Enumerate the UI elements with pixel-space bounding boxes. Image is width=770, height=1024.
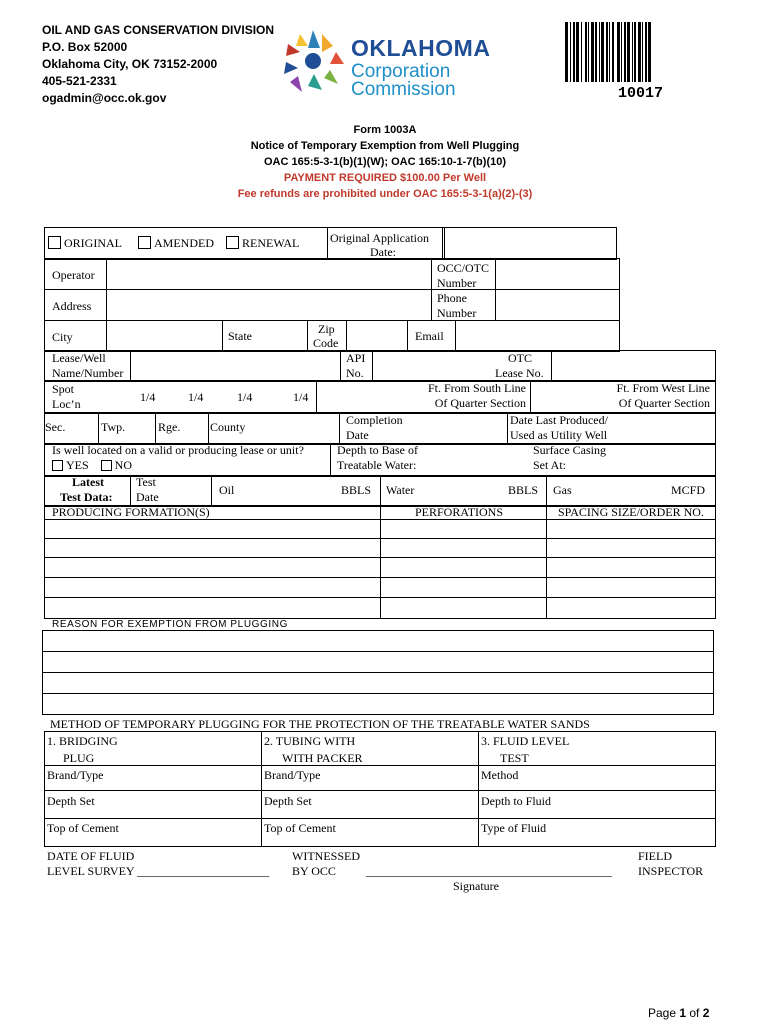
zip-input[interactable] (347, 321, 406, 350)
water-input[interactable] (420, 476, 506, 505)
quarter-label-3: 1/4 (237, 390, 253, 404)
witnessed-label-1: WITNESSED (292, 849, 360, 863)
tubing-depth-label: Depth Set (264, 794, 312, 808)
bridging-plug-label-2: PLUG (63, 751, 95, 765)
date-fluid-label-2[interactable]: LEVEL SURVEY ______________________ (47, 864, 270, 878)
surface-casing-label-1: Surface Casing (533, 443, 606, 457)
fee-refund-notice: Fee refunds are prohibited under OAC 165:5-3-1(a)(2)-(3) (237, 188, 533, 200)
signature-line[interactable]: _________________________________________ (366, 864, 612, 878)
org-po-box: P.O. Box 52000 (42, 40, 128, 54)
bridging-cement-label: Top of Cement (47, 821, 119, 835)
occ-logo-star-icon (278, 26, 348, 96)
yes-label: YES (66, 458, 89, 472)
zip-label-1: Zip (318, 322, 335, 336)
phone-number-input[interactable] (496, 290, 617, 320)
water-label: Water (386, 483, 415, 497)
test-date-label-2: Date (136, 490, 159, 504)
spacing-header: SPACING SIZE/ORDER NO. (558, 505, 704, 519)
state-label: State (228, 329, 252, 343)
bridging-plug-label-1: 1. BRIDGING (47, 734, 118, 748)
type-of-fluid-label: Type of Fluid (481, 821, 547, 835)
west-line-label-2: Of Quarter Section (618, 396, 710, 410)
depth-base-label-2: Treatable Water: (337, 458, 417, 472)
ft-from-south-input[interactable] (317, 381, 417, 412)
latest-label-2: Test Data: (60, 490, 113, 504)
reason-label: REASON FOR EXEMPTION FROM PLUGGING (52, 619, 288, 630)
bridging-brand-label: Brand/Type (47, 768, 104, 782)
page-prefix: Page (648, 1006, 680, 1020)
sec-input[interactable] (70, 413, 97, 443)
county-label: County (210, 420, 246, 434)
org-email: ogadmin@occ.ok.gov (42, 91, 167, 105)
original-checkbox-group[interactable] (48, 236, 122, 250)
quarter-label-2: 1/4 (188, 390, 204, 404)
bridging-depth-label: Depth Set (47, 794, 95, 808)
form-title-block (0, 122, 770, 202)
tubing-brand-label: Brand/Type (264, 768, 321, 782)
lease-name-input[interactable] (131, 351, 339, 380)
phone-label-2: Number (437, 306, 477, 320)
method-title: METHOD OF TEMPORARY PLUGGING FOR THE PROTECTION OF THE TREATABLE WATER SANDS (50, 717, 590, 731)
depth-base-label-1: Depth to Base of (337, 443, 418, 457)
page-of: of (686, 1006, 703, 1020)
api-label-2: No. (346, 366, 364, 380)
last-produced-label-1: Date Last Produced/ (510, 413, 608, 427)
oil-bbls-label: BBLS (341, 483, 372, 497)
original-checkbox[interactable] (48, 236, 61, 249)
completion-label-1: Completion (346, 413, 403, 427)
field-inspector-label-2: INSPECTOR (638, 864, 704, 878)
occ-otc-label-1: OCC/OTC (437, 261, 490, 275)
org-city: Oklahoma City, OK 73152-2000 (42, 57, 218, 71)
renewal-label: RENEWAL (242, 236, 300, 250)
logo-commission: Commission (351, 79, 456, 100)
occ-otc-label-2: Number (437, 276, 477, 290)
state-input[interactable] (256, 321, 306, 350)
spot-label-1: Spot (52, 382, 75, 396)
completion-date-input[interactable] (410, 413, 506, 443)
barcode-number: 10017 (618, 85, 664, 102)
latest-label-1: Latest (72, 475, 104, 489)
amended-label: AMENDED (154, 236, 214, 250)
quarter-label-4: 1/4 (293, 390, 309, 404)
operator-label: Operator (52, 268, 95, 282)
occ-otc-number-input[interactable] (496, 259, 617, 289)
test-date-input[interactable] (160, 476, 210, 505)
signature-label: Signature (453, 879, 499, 893)
notice-title: Notice of Temporary Exemption from Well Plugging (250, 140, 520, 152)
quarter-label-1: 1/4 (140, 390, 156, 404)
yes-no-group (52, 458, 132, 472)
oil-label: Oil (219, 483, 235, 497)
last-produced-input[interactable] (644, 413, 713, 443)
renewal-checkbox[interactable] (226, 236, 239, 249)
form-number: Form 1003A (353, 124, 417, 136)
ft-from-west-input[interactable] (531, 381, 599, 412)
rge-label: Rge. (158, 420, 181, 434)
tubing-label-2: WITH PACKER (282, 751, 363, 765)
spot-label-2: Loc’n (52, 397, 81, 411)
page-current: 1 (679, 1006, 687, 1020)
api-label-1: API (346, 351, 366, 365)
fluid-method-label: Method (481, 768, 519, 782)
operator-input[interactable] (107, 259, 430, 289)
page-number (648, 1006, 709, 1020)
last-produced-label-2: Used as Utility Well (510, 428, 608, 442)
depth-to-fluid-label: Depth to Fluid (481, 794, 552, 808)
address-label: Address (52, 299, 92, 313)
fluid-level-label-2: TEST (500, 751, 529, 765)
south-line-label-2: Of Quarter Section (434, 396, 526, 410)
witnessed-label-2: BY OCC (292, 864, 336, 878)
email-input[interactable] (456, 321, 617, 350)
rge-input[interactable] (184, 413, 207, 443)
original-app-label: Original Application (330, 231, 429, 245)
twp-label: Twp. (101, 420, 126, 434)
fluid-level-label-1: 3. FLUID LEVEL (481, 734, 570, 748)
producing-formation-header: PRODUCING FORMATION(S) (52, 505, 210, 519)
surface-casing-input[interactable] (620, 444, 713, 475)
depth-base-input[interactable] (425, 444, 525, 475)
west-line-label-1: Ft. From West Line (616, 381, 710, 395)
phone-label-1: Phone (437, 291, 467, 305)
surface-casing-label-2: Set At: (533, 458, 567, 472)
zip-label-2: Code (313, 336, 339, 350)
no-label: NO (114, 458, 133, 472)
oil-input[interactable] (240, 476, 336, 505)
barcode (565, 22, 665, 82)
tubing-label-1: 2. TUBING WITH (264, 734, 356, 748)
city-label: City (52, 330, 73, 344)
logo-corporation: Corporation (351, 61, 451, 82)
logo-oklahoma: OKLAHOMA (351, 35, 491, 61)
gas-label: Gas (553, 483, 572, 497)
south-line-label-1: Ft. From South Line (427, 381, 526, 395)
lease-label-1: Lease/Well (52, 351, 106, 365)
water-bbls-label: BBLS (508, 483, 539, 497)
yes-checkbox[interactable] (52, 460, 63, 471)
twp-input[interactable] (128, 413, 154, 443)
gas-mcfd-label: MCFD (671, 483, 706, 497)
org-name: OIL AND GAS CONSERVATION DIVISION (42, 23, 275, 37)
original-app-date-label: Date: (370, 245, 396, 259)
valid-lease-question: Is well located on a valid or producing lease or unit? (52, 443, 304, 457)
test-date-label-1: Test (136, 475, 156, 489)
lease-label-2: Name/Number (52, 366, 124, 380)
otc-label-2: Lease No. (495, 366, 544, 380)
page-total: 2 (702, 1006, 710, 1020)
tubing-cement-label: Top of Cement (264, 821, 336, 835)
amended-checkbox-group[interactable] (138, 236, 214, 250)
org-phone: 405-521-2331 (42, 74, 117, 88)
field-inspector-label-1: FIELD (638, 849, 672, 863)
email-label: Email (415, 329, 444, 343)
oac-reference: OAC 165:5-3-1(b)(1)(W); OAC 165:10-1-7(b)(10) (263, 156, 507, 168)
api-number-input[interactable] (373, 351, 483, 380)
original-app-date-field[interactable] (442, 227, 617, 260)
otc-lease-input[interactable] (552, 351, 713, 380)
otc-label-1: OTC (508, 351, 532, 365)
date-fluid-label-1: DATE OF FLUID (47, 849, 135, 863)
amended-checkbox[interactable] (138, 236, 151, 249)
method-table (44, 731, 716, 847)
renewal-checkbox-group[interactable] (226, 236, 299, 250)
address-input[interactable] (107, 290, 430, 320)
gas-input[interactable] (578, 476, 668, 505)
sec-label: Sec. (45, 420, 66, 434)
org-address-block (42, 22, 274, 107)
no-checkbox[interactable] (101, 460, 112, 471)
completion-label-2: Date (346, 428, 369, 442)
city-input[interactable] (107, 321, 221, 350)
payment-required: PAYMENT REQUIRED $100.00 Per Well (283, 172, 487, 184)
original-label: ORIGINAL (64, 236, 122, 250)
county-input[interactable] (250, 413, 338, 443)
perforations-header: PERFORATIONS (415, 505, 504, 519)
